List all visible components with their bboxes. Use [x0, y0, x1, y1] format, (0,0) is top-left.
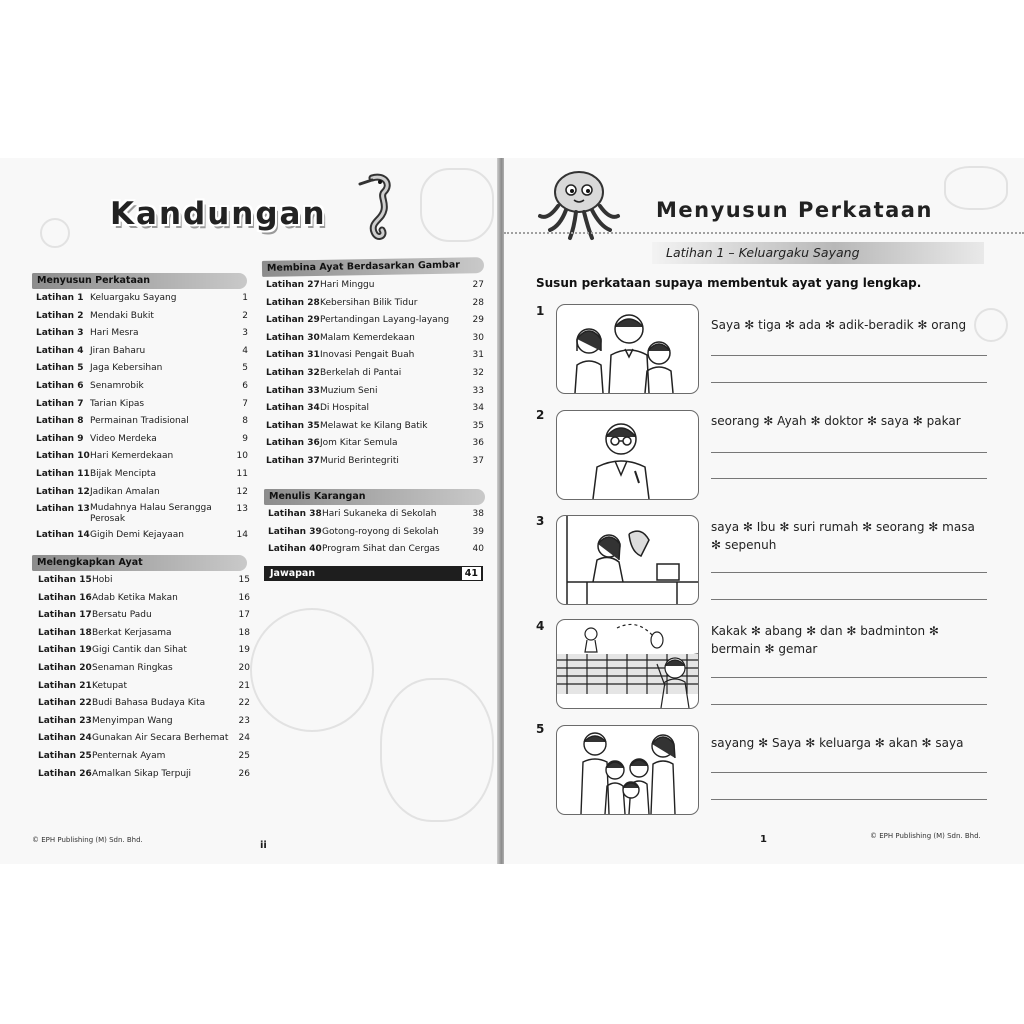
question-number: 2 — [536, 408, 545, 422]
toc-title: Berkelah di Pantai — [320, 367, 402, 378]
toc-row[interactable] — [266, 437, 486, 455]
toc-row[interactable] — [266, 297, 486, 315]
toc-row[interactable] — [268, 543, 486, 561]
toc-title: Pertandingan Layang-layang — [320, 315, 450, 326]
toc-label: Latihan 31 — [266, 350, 320, 361]
toc-page: 15 — [238, 575, 250, 585]
toc-title: Hari Mesra — [90, 328, 139, 339]
toc-title: Muzium Seni — [320, 385, 378, 396]
toc-title: Senaman Ringkas — [92, 662, 173, 673]
toc-page: 4 — [242, 345, 248, 356]
toc-title: Amalkan Sikap Terpuji — [92, 768, 192, 779]
toc-page: 31 — [472, 350, 484, 361]
toc-row[interactable] — [38, 768, 252, 786]
toc-page: 22 — [238, 698, 250, 709]
toc-page: 18 — [238, 627, 250, 638]
question-number: 4 — [536, 619, 545, 633]
toc-page: 13 — [236, 504, 248, 515]
toc-title: Adab Ketika Makan — [92, 592, 178, 603]
toc-page: 33 — [472, 385, 484, 396]
toc-label: Latihan 6 — [36, 380, 84, 391]
toc-label: Latihan 39 — [268, 526, 322, 537]
toc-page: 34 — [472, 403, 484, 414]
contents-title: Kandungan — [110, 196, 327, 232]
toc-label: Latihan 5 — [36, 363, 84, 374]
toc-title: Permainan Tradisional — [90, 416, 189, 427]
toc-row[interactable] — [36, 415, 250, 433]
toc-title: Murid Berintegriti — [320, 455, 399, 466]
toc-row[interactable] — [38, 644, 252, 662]
jawapan-page: 41 — [462, 567, 481, 580]
toc-row[interactable] — [36, 327, 250, 345]
toc-title: Melawat ke Kilang Batik — [320, 420, 428, 431]
decor-bubble — [40, 218, 70, 248]
toc-label: Latihan 18 — [38, 627, 92, 638]
toc-row[interactable] — [36, 503, 250, 529]
toc-row[interactable] — [266, 367, 486, 385]
toc-row[interactable] — [38, 715, 252, 733]
toc-page: 7 — [242, 398, 248, 409]
toc-title: Keluargaku Sayang — [90, 293, 177, 303]
toc-row[interactable] — [38, 592, 252, 610]
toc-label: Latihan 21 — [38, 680, 92, 691]
exercise-page — [504, 158, 1024, 864]
toc-row[interactable] — [38, 680, 252, 698]
toc-page: 20 — [238, 662, 250, 673]
toc-label: Latihan 33 — [266, 385, 320, 396]
toc-label: Latihan 10 — [36, 451, 90, 462]
toc-row[interactable] — [36, 292, 250, 310]
answer-line[interactable] — [711, 677, 987, 678]
toc-row[interactable] — [266, 455, 486, 473]
toc-label: Latihan 37 — [266, 455, 320, 466]
toc-label: Latihan 24 — [38, 733, 92, 744]
toc-label: Latihan 1 — [36, 293, 84, 303]
toc-row[interactable] — [38, 574, 252, 592]
toc-row[interactable] — [266, 314, 486, 332]
toc-row[interactable] — [36, 433, 250, 451]
toc-row[interactable] — [268, 508, 486, 526]
toc-row[interactable] — [36, 450, 250, 468]
toc-label: Latihan 20 — [38, 662, 92, 673]
toc-label: Latihan 4 — [36, 345, 84, 356]
toc-title: Jiran Baharu — [90, 345, 146, 356]
toc-title: Inovasi Pengait Buah — [320, 350, 415, 361]
toc-label: Latihan 36 — [266, 438, 320, 449]
answer-line[interactable] — [711, 382, 987, 383]
toc-page: 29 — [472, 315, 484, 326]
toc-label: Latihan 38 — [268, 509, 322, 519]
toc-title: Program Sihat dan Cergas — [322, 544, 440, 555]
toc-row[interactable] — [36, 345, 250, 363]
word-prompt: Kakak ✻ abang ✻ dan ✻ badminton ✻ bermain ✻ gemar — [711, 624, 939, 656]
title-divider — [504, 232, 1024, 234]
answer-line[interactable] — [711, 572, 987, 573]
toc-row[interactable] — [266, 420, 486, 438]
badminton-picture — [556, 619, 699, 709]
toc-list — [38, 574, 252, 785]
toc-title: Berkat Kerjasama — [92, 627, 172, 638]
toc-label: Latihan 26 — [38, 768, 92, 779]
answer-line[interactable] — [711, 704, 987, 705]
answer-line[interactable] — [711, 772, 987, 773]
section-heading: Menulis Karangan — [264, 489, 485, 505]
toc-row[interactable] — [266, 402, 486, 420]
toc-label: Latihan 8 — [36, 416, 84, 427]
toc-title: Gunakan Air Secara Berhemat — [92, 733, 229, 744]
toc-page: 38 — [472, 509, 484, 519]
question-number: 5 — [536, 722, 545, 736]
toc-title: Hobi — [92, 575, 113, 585]
instruction: Susun perkataan supaya membentuk ayat yang lengkap. — [536, 276, 922, 290]
toc-row[interactable] — [36, 380, 250, 398]
decor-shell — [250, 608, 374, 732]
toc-page: 10 — [236, 451, 248, 462]
toc-page: 39 — [472, 526, 484, 537]
answer-line[interactable] — [711, 452, 987, 453]
toc-title: Di Hospital — [320, 403, 370, 414]
answer-line[interactable] — [711, 599, 987, 600]
toc-title: Video Merdeka — [90, 433, 157, 444]
toc-page: 28 — [472, 297, 484, 308]
toc-label: Latihan 27 — [266, 280, 320, 290]
word-prompt: saya ✻ Ibu ✻ suri rumah ✻ seorang ✻ masa ✻ sepenuh — [711, 520, 975, 552]
toc-row[interactable] — [266, 279, 486, 297]
word-prompt: Saya ✻ tiga ✻ ada ✻ adik-beradik ✻ orang — [711, 318, 967, 332]
toc-label: Latihan 7 — [36, 398, 84, 409]
toc-row[interactable] — [38, 662, 252, 680]
toc-title: Hari Minggu — [320, 280, 375, 290]
toc-label: Latihan 22 — [38, 698, 92, 709]
toc-page: 30 — [472, 332, 484, 343]
toc-page: 2 — [242, 310, 248, 321]
contents-page — [0, 158, 500, 864]
toc-title: Mendaki Bukit — [90, 310, 154, 321]
answer-line[interactable] — [711, 799, 987, 800]
toc-row[interactable] — [38, 697, 252, 715]
section-heading: Menyusun Perkataan — [32, 273, 247, 289]
toc-title: Jom Kitar Semula — [320, 438, 398, 449]
page-number: ii — [260, 840, 267, 851]
toc-row[interactable] — [38, 750, 252, 768]
question-number: 3 — [536, 514, 545, 528]
toc-title: Jadikan Amalan — [90, 486, 160, 497]
toc-page: 9 — [242, 433, 248, 444]
toc-row[interactable] — [38, 609, 252, 627]
toc-page: 6 — [242, 380, 248, 391]
toc-page: 25 — [238, 750, 250, 761]
decor-coral — [380, 678, 494, 822]
toc-label: Latihan 34 — [266, 403, 320, 414]
toc-label: Latihan 30 — [266, 332, 320, 343]
toc-list — [268, 508, 486, 561]
toc-title: Bersatu Padu — [92, 610, 152, 621]
toc-title: Senamrobik — [90, 380, 144, 391]
toc-label: Latihan 9 — [36, 433, 84, 444]
toc-list — [36, 292, 250, 547]
toc-label: Latihan 14 — [36, 530, 90, 541]
toc-list — [266, 279, 486, 473]
toc-page: 36 — [472, 438, 484, 449]
toc-page: 8 — [242, 416, 248, 427]
toc-page: 37 — [472, 455, 484, 466]
family-group-picture — [556, 725, 699, 815]
toc-label: Latihan 3 — [36, 328, 84, 339]
toc-page: 11 — [236, 468, 248, 479]
toc-label: Latihan 28 — [266, 297, 320, 308]
toc-page: 5 — [242, 363, 248, 374]
toc-label: Latihan 35 — [266, 420, 320, 431]
toc-title: Malam Kemerdekaan — [320, 332, 415, 343]
toc-label: Latihan 13 — [36, 504, 90, 515]
toc-label: Latihan 23 — [38, 715, 92, 726]
toc-row[interactable] — [36, 310, 250, 328]
section-heading: Membina Ayat Berdasarkan Gambar — [262, 257, 484, 277]
toc-row[interactable] — [36, 398, 250, 416]
decor-fish — [944, 166, 1008, 210]
toc-row[interactable] — [38, 732, 252, 750]
seahorse-icon — [350, 170, 400, 250]
toc-page: 19 — [238, 645, 250, 656]
toc-row[interactable] — [36, 529, 250, 547]
toc-label: Latihan 15 — [38, 575, 92, 585]
answer-line[interactable] — [711, 478, 987, 479]
toc-page: 35 — [472, 420, 484, 431]
page-title: Menyusun Perkataan — [656, 198, 933, 222]
copyright-footer: © EPH Publishing (M) Sdn. Bhd. — [32, 836, 143, 844]
toc-title: Gigih Demi Kejayaan — [90, 530, 184, 541]
toc-page: 14 — [236, 530, 248, 541]
toc-title: Hari Kemerdekaan — [90, 451, 174, 462]
question-number: 1 — [536, 304, 545, 318]
toc-page: 12 — [236, 486, 248, 497]
toc-label: Latihan 32 — [266, 367, 320, 378]
toc-row[interactable] — [266, 332, 486, 350]
toc-title: Tarian Kipas — [90, 398, 145, 409]
toc-title: Jaga Kebersihan — [90, 363, 163, 374]
toc-page: 32 — [472, 367, 484, 378]
decor-swirl — [420, 168, 494, 242]
toc-page: 3 — [242, 328, 248, 339]
toc-row[interactable] — [36, 486, 250, 504]
jawapan-label: Jawapan — [270, 568, 316, 579]
jawapan-row[interactable] — [264, 566, 483, 581]
toc-page: 23 — [238, 715, 250, 726]
toc-title: Budi Bahasa Budaya Kita — [92, 698, 206, 709]
toc-page: 24 — [238, 733, 250, 744]
toc-label: Latihan 19 — [38, 645, 92, 656]
page-number: 1 — [760, 834, 767, 845]
exercise-banner: Latihan 1 – Keluargaku Sayang — [652, 242, 984, 264]
toc-page: 21 — [238, 680, 250, 691]
toc-title: Gigi Cantik dan Sihat — [92, 645, 187, 656]
section-heading: Melengkapkan Ayat — [32, 555, 247, 571]
toc-page: 26 — [238, 768, 250, 779]
toc-title: Menyimpan Wang — [92, 715, 173, 726]
toc-label: Latihan 2 — [36, 310, 84, 321]
answer-line[interactable] — [711, 355, 987, 356]
toc-row[interactable] — [38, 627, 252, 645]
toc-title: Bijak Mencipta — [90, 468, 156, 479]
toc-row[interactable] — [36, 468, 250, 486]
toc-label: Latihan 40 — [268, 544, 322, 555]
toc-label: Latihan 29 — [266, 315, 320, 326]
toc-title: Hari Sukaneka di Sekolah — [322, 509, 437, 519]
family-picture — [556, 304, 699, 394]
word-prompt: seorang ✻ Ayah ✻ doktor ✻ saya ✻ pakar — [711, 414, 961, 428]
toc-label: Latihan 12 — [36, 486, 90, 497]
toc-title: Ketupat — [92, 680, 127, 691]
toc-page: 17 — [238, 610, 250, 621]
toc-title: Gotong-royong di Sekolah — [322, 526, 439, 537]
toc-page: 40 — [472, 544, 484, 555]
doctor-picture — [556, 410, 699, 500]
copyright-footer: © EPH Publishing (M) Sdn. Bhd. — [870, 832, 981, 840]
toc-row[interactable] — [266, 349, 486, 367]
toc-page: 16 — [238, 592, 250, 603]
housework-picture — [556, 515, 699, 605]
toc-label: Latihan 16 — [38, 592, 92, 603]
toc-title: Mudahnya Halau Serangga Perosak — [90, 503, 212, 525]
toc-row[interactable] — [268, 526, 486, 544]
word-prompt: sayang ✻ Saya ✻ keluarga ✻ akan ✻ saya — [711, 736, 964, 750]
book-spread — [0, 158, 1024, 864]
toc-label: Latihan 25 — [38, 750, 92, 761]
toc-title: Penternak Ayam — [92, 750, 166, 761]
toc-title: Kebersihan Bilik Tidur — [320, 297, 418, 308]
toc-label: Latihan 11 — [36, 468, 90, 479]
toc-row[interactable] — [266, 385, 486, 403]
toc-page: 27 — [472, 280, 484, 290]
toc-label: Latihan 17 — [38, 610, 92, 621]
toc-page: 1 — [242, 293, 248, 303]
toc-row[interactable] — [36, 362, 250, 380]
